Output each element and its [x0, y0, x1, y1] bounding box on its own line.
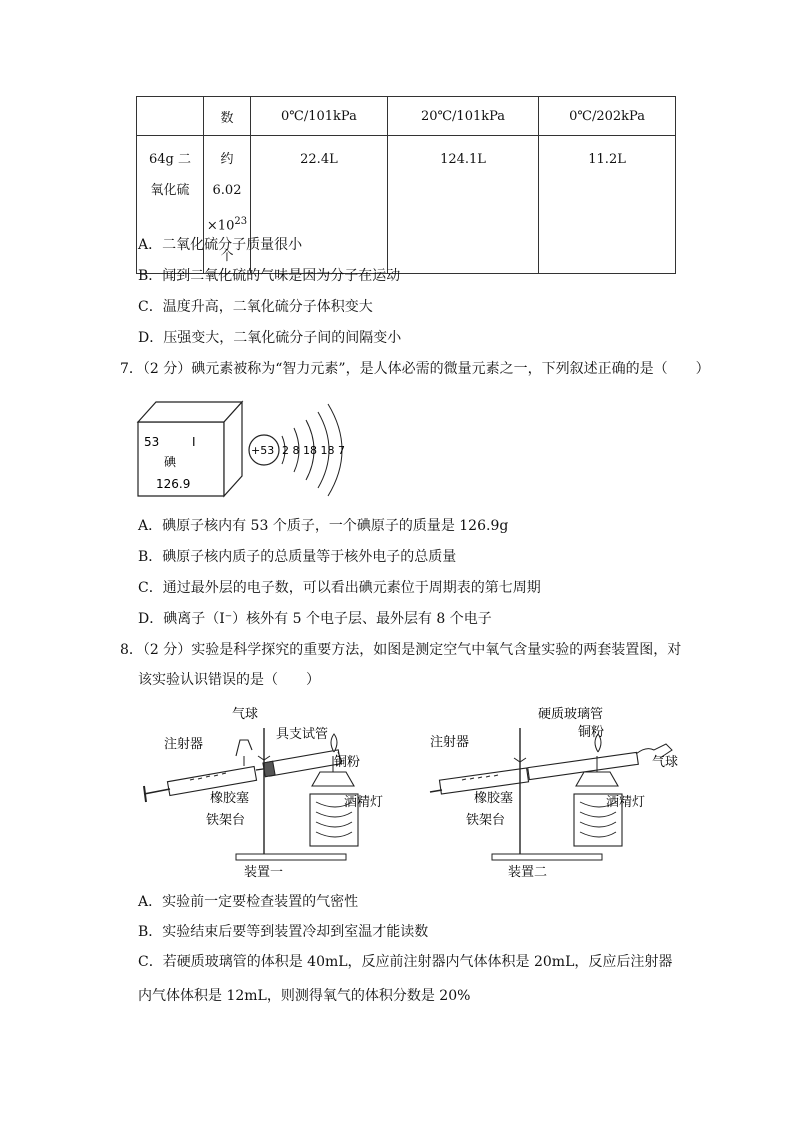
table-header-row [137, 97, 676, 136]
label-lamp: 酒精灯 [344, 795, 384, 810]
q8-option-b: B．实验结束后要等到装置冷却到室温才能读数 [138, 924, 429, 940]
atom-structure-diagram [249, 404, 345, 496]
element-name: 碘 [164, 455, 177, 469]
table-header-cell: 20℃/101kPa [387, 97, 538, 136]
device-one [144, 706, 383, 880]
label-stand: 铁架台 [466, 813, 506, 828]
substance-line: 64g 二 [149, 152, 191, 167]
nucleus-charge: +53 [251, 444, 275, 457]
q8-stem-line-1: 8．（2 分）实验是科学探究的重要方法，如图是测定空气中氧气含量实验的两套装置图，对 [120, 642, 682, 658]
device-two [430, 706, 678, 880]
element-symbol: I [192, 435, 196, 449]
label-syringe: 注射器 [164, 737, 204, 752]
count-line: 个 [220, 249, 234, 265]
element-number: 53 [144, 435, 160, 449]
apparatus-figure [140, 698, 680, 884]
label-stand: 铁架台 [206, 813, 246, 828]
q7-stem: 7．（2 分）碘元素被称为“智力元素”，是人体必需的微量元素之一，下列叙述正确的是（ ） [120, 361, 710, 377]
q7-option-c: C．通过最外层的电子数，可以看出碘元素位于周期表的第七周期 [138, 580, 541, 596]
label-copper: 铜粉 [578, 725, 605, 740]
substance-line: 氧化硫 [150, 183, 190, 198]
label-syringe: 注射器 [430, 735, 470, 750]
table-cell-volume: 124.1L [387, 136, 538, 274]
count-base: ×10 [206, 218, 235, 234]
table-header-cell: 0℃/101kPa [251, 97, 388, 136]
label-stopper: 橡胶塞 [210, 791, 250, 806]
q6-option-a: A．二氧化硫分子质量很小 [138, 237, 303, 253]
label-lamp: 酒精灯 [606, 795, 646, 810]
element-card [138, 402, 242, 496]
rubber-stopper-icon [263, 761, 275, 777]
syringe-icon [144, 766, 270, 802]
label-stopper: 橡胶塞 [474, 791, 514, 806]
label-tube: 硬质玻璃管 [538, 707, 604, 722]
alcohol-lamp-icon [310, 734, 361, 846]
count-line: 约 6.02 [212, 152, 242, 198]
q6-option-c: C．温度升高，二氧化硫分子体积变大 [138, 299, 373, 315]
table-header-cell [137, 97, 204, 136]
q7-option-a: A．碘原子核内有 53 个质子，一个碘原子的质量是 126.9g [138, 518, 509, 534]
device-two-caption: 装置二 [508, 865, 548, 880]
label-balloon: 气球 [232, 707, 259, 722]
q6-option-d: D．压强变大，二氧化硫分子间的间隔变小 [138, 330, 402, 346]
table-header-cell: 数 [204, 97, 251, 136]
q6-option-b: B．闻到二氧化硫的气味是因为分子在运动 [138, 268, 401, 284]
count-exponent: 23 [234, 216, 248, 227]
label-balloon: 气球 [652, 755, 679, 770]
q7-option-b: B．碘原子核内质子的总质量等于核外电子的总质量 [138, 549, 457, 565]
device-one-caption: 装置一 [244, 865, 284, 880]
label-tube: 具支试管 [276, 727, 329, 742]
q8-stem-line-2: 该实验认识错误的是（ ） [138, 672, 320, 688]
q8-option-a: A．实验前一定要检查装置的气密性 [138, 894, 359, 910]
element-mass: 126.9 [156, 477, 191, 491]
electron-shells: 2 8 18 18 7 [282, 444, 345, 457]
label-copper: 铜粉 [334, 755, 361, 770]
table-header-cell: 0℃/202kPa [539, 97, 676, 136]
table-cell-volume: 11.2L [539, 136, 676, 274]
table-cell-volume: 22.4L [251, 136, 388, 274]
balloon-icon [236, 740, 252, 766]
iodine-figure [130, 392, 360, 512]
q7-option-d: D．碘离子（I⁻）核外有 5 个电子层、最外层有 8 个电子 [138, 611, 492, 627]
q8-option-c: C．若硬质玻璃管的体积是 40mL，反应前注射器内气体体积是 20mL，反应后注射器内气体体积是 12mL，则测得氧气的体积分数是 20% [138, 954, 673, 1004]
alcohol-lamp-icon [574, 734, 622, 846]
